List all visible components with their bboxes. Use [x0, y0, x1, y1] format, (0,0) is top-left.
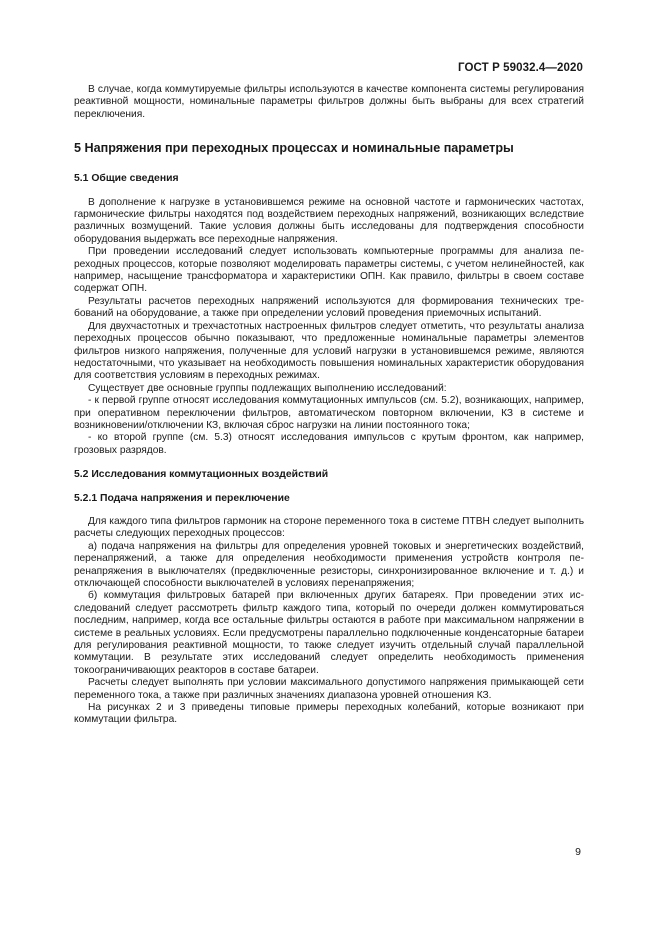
paragraph: Существует две основные группы подлежащих выполнению исследований:	[88, 382, 447, 394]
paragraph: При проведении исследований следует использовать компьютерные программы для анализа переходных процессов, которые позволяют моделировать параметры системы, с учетом нелинейностей, как например, насыщение трансформатора и характеристики ОПН. Как правило, фильтры в своем составе содержат ОПН.	[74, 246, 584, 295]
paragraph: Для каждого типа фильтров гармоник на стороне переменного тока в системе ПТВН следует выполнить расчеты следующих переходных процессов:	[74, 515, 584, 540]
section-5-2-title: 5.2 Исследования коммутационных воздействий	[74, 469, 329, 481]
paragraph: На рисунках 2 и 3 приведены типовые примеры переходных колебаний, которые возникают при коммутации фильтра.	[74, 702, 584, 726]
document-code: ГОСТ Р 59032.4—2020	[458, 62, 583, 74]
paragraph: Для двухчастотных и трехчастотных настроенных фильтров следует отметить, что результаты анализа переходных процессов обычно показывают, что предложенные номинальные параметры элементов фильтров низкого напряжения, полученные для условий нагрузки в установившемся режиме, являются недостаточными, что указывает на необходимость повышения номинальных характеристик оборудования для соответствия условиям в переходных режимах.	[74, 320, 584, 382]
list-item: - ко второй группе (см. 5.3) относят исследования импульсов с крутым фронтом, как например, грозовых разрядов.	[74, 432, 584, 456]
page-number: 9	[575, 846, 581, 858]
list-item: б) коммутация фильтровых батарей при включенных других батареях. При проведении этих исследований следует рассмотреть фильтр каждого типа, который по очереди должен коммутироваться последним, например, когда все остальные фильтры остаются в работе при максимальном напряжении в системе в реальных условиях. Если предусмотрены параллельно подключенные конденсаторные батареи для регулирования реактивной мощности, то также следует изучить отдельный случай параллельной коммутации. В результате этих исследований следует определить необходимость применения токоограничивающих реакторов в составе батареи.	[74, 590, 584, 676]
list-item: - к первой группе относят исследования коммутационных импульсов (см. 5.2), возникающих, например, при оперативном переключении фильтров, автоматическом повторном включении, КЗ в системе и возникновении/отключении КЗ, включая сброс нагрузки на линии постоянного тока;	[74, 395, 584, 431]
page-content	[74, 84, 584, 727]
section-5-title: 5 Напряжения при переходных процессах и номинальные параметры	[74, 141, 514, 156]
paragraph: В дополнение к нагрузке в установившемся режиме на основной частоте и гармонических частотах, гармонические фильтры находятся под воздействием переходных напряжений, возникающих вследствие различных возмущений. Такие условия должны быть исследованы для подтверждения способности оборудования выдержать все переходные напряжения.	[74, 196, 584, 245]
section-5-2-1-title: 5.2.1 Подача напряжения и переключение	[74, 492, 290, 504]
section-5-1-title: 5.1 Общие сведения	[74, 173, 179, 185]
paragraph: Результаты расчетов переходных напряжений используются для формирования технических требований на оборудование, а также при определении условий проведения приемочных испытаний.	[74, 295, 584, 320]
paragraph: Расчеты следует выполнять при условии максимального допустимого напряжения примыкающей сети переменного тока, а также при различных значениях диапазона уровней отношения КЗ.	[74, 677, 584, 701]
list-item: а) подача напряжения на фильтры для определения уровней токовых и энергетических воздействий, перенапряжений, а также для определения необходимости применения устройств контроля перенапряжения в выключателях (предвключенные резисторы, синхронизированное включение и т. д.) и отключающей способности выключателей в условиях перенапряжения;	[74, 540, 584, 589]
intro-paragraph: В случае, когда коммутируемые фильтры используются в качестве компонента системы регулирования реактивной мощности, номинальные параметры фильтров должны быть выбраны для всех стратегий переключения.	[74, 84, 584, 120]
